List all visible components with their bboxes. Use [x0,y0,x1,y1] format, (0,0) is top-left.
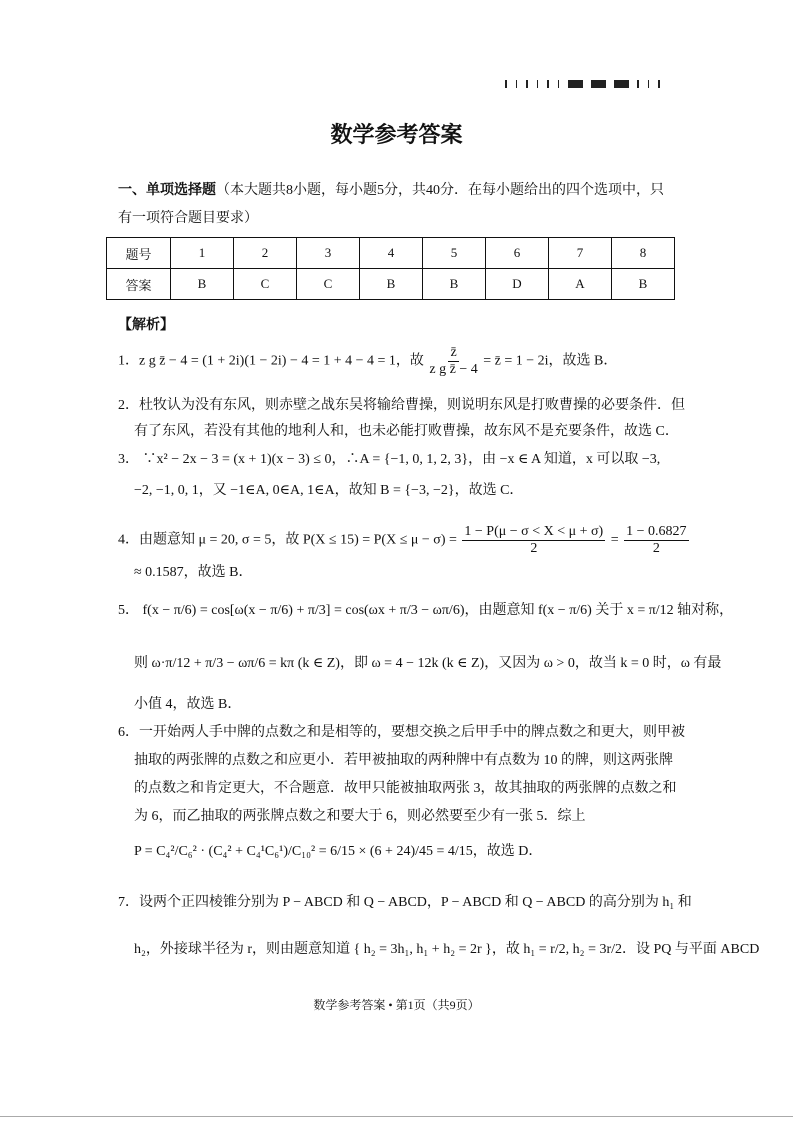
table-row-numbers [107,238,675,269]
question-number: 4 [360,238,423,269]
question-number: 3 [297,238,360,269]
page-footer: 数学参考答案 • 第1页（共9页） [313,998,480,1012]
answer-cell: B [171,269,234,300]
numerator: z̄ [450,345,457,360]
answer-cell: D [486,269,549,300]
section-desc: （本大题共8小题，每小题5分，共40分．在每小题给出的四个选项中，只 [216,183,664,198]
question-number: 1 [171,238,234,269]
answer-table [106,237,675,300]
header-marks [505,80,669,88]
q4-line-2: ≈ 0.1587，故选 B． [134,565,253,580]
q7-line-1: 7．设两个正四棱锥分别为 P − ABCD 和 Q − ABCD，P − ABCD 和 Q − ABCD 的高分别为 h₁ 和 [118,895,692,910]
denominator: 2 [652,541,660,556]
q5-line-3: 小值 4，故选 B． [134,697,242,712]
q4-line-1 [118,524,691,557]
section-heading: 一、单项选择题 [118,183,216,198]
denominator: 2 [530,541,538,556]
section-desc-2: 有一项符合题目要求） [118,211,258,226]
numerator: 1 − 0.6827 [626,524,687,539]
q6-line-2: 抽取的两张牌的点数之和应更小．若甲被抽取的两种牌中有点数为 10 的牌，则这两张牌 [134,753,673,768]
q7-line-2: h₂，外接球半径为 r，则由题意知道 { h₂ = 3h₁, h₁ + h₂ = 2r }，故 h₁ = r/2, h₂ = 3r/2．设 PQ 与平面 ABCD [134,942,760,957]
q1-text: = z̄ = 1 − 2i，故选 B． [483,353,618,369]
answer-cell: A [549,269,612,300]
question-number: 5 [423,238,486,269]
answer-cell: B [360,269,423,300]
q6-line-3: 的点数之和肯定更大，不合题意．故甲只能被抽取两张 3，故其抽取的两张牌的点数之和 [134,781,677,796]
table-header: 答案 [107,269,171,300]
answer-cell: B [612,269,675,300]
q2-line-1: 2．杜牧认为没有东风，则赤壁之战东吴将输给曹操，则说明东风是打败曹操的必要条件．但 [118,398,685,413]
q5-line-2: 则 ω·π/12 + π/3 − ωπ/6 = kπ (k ∈ Z)，即 ω = 4 − 12k (k ∈ Z)，又因为 ω > 0，故当 k = 0 时，ω 有最 [134,656,722,671]
question-number: 7 [549,238,612,269]
q6-line-5: P = C₄²/C₆² · (C₄² + C₄¹C₆¹)/C₁₀² = 6/15 × (6 + 24)/45 = 4/15，故选 D． [134,844,543,859]
bottom-rule [0,1116,793,1117]
q5-line-1: 5． f(x − π/6) = cos[ω(x − π/6) + π/3] = cos(ωx + π/3 − ωπ/6)，由题意知 f(x − π/6) 关于 x = π/12 轴对称， [118,603,734,618]
page-title: 数学参考答案 [330,123,463,148]
answer-cell: C [297,269,360,300]
table-header: 题号 [107,238,171,269]
q3-line-2: −2, −1, 0, 1，又 −1∈A, 0∈A, 1∈A，故知 B = {−3, −2}，故选 C． [134,483,524,498]
q3-line-1: 3． ∵x² − 2x − 3 = (x + 1)(x − 3) ≤ 0，∴A = {−1, 0, 1, 2, 3}，由 −x ∈ A 知道，x 可以取 −3, [118,452,661,467]
q4-fraction-2 [624,524,688,557]
numerator: 1 − P(μ − σ < X < μ + σ) [464,524,604,539]
section-line-1 [118,181,664,201]
q1-text: 1． [118,353,139,369]
q1-line [118,345,617,378]
answer-cell: C [234,269,297,300]
q1-fraction [429,345,477,378]
q1-text: z g z̄ − 4 = (1 + 2i)(1 − 2i) − 4 = 1 + 4 − 4 = 1，故 [139,353,424,369]
q6-line-1: 6．一开始两人手中牌的点数之和是相等的，要想交换之后甲手中的牌点数之和更大，则甲被 [118,725,685,740]
analysis-label: 【解析】 [118,318,174,333]
question-number: 2 [234,238,297,269]
table-row-answers [107,269,675,300]
q2-line-2: 有了东风，若没有其他的地利人和，也未必能打败曹操，故东风不是充要条件，故选 C． [134,424,679,439]
question-number: 8 [612,238,675,269]
denominator: z g z̄ − 4 [429,362,478,377]
q4-fraction-1 [462,524,605,557]
equals: = [610,532,619,548]
q4-text: 4．由题意知 μ = 20, σ = 5，故 P(X ≤ 15) = P(X ≤ μ − σ) = [118,532,457,548]
question-number: 6 [486,238,549,269]
q6-line-4: 为 6，而乙抽取的两张牌点数之和要大于 6，则必然要至少有一张 5．综上 [134,809,586,824]
answer-cell: B [423,269,486,300]
